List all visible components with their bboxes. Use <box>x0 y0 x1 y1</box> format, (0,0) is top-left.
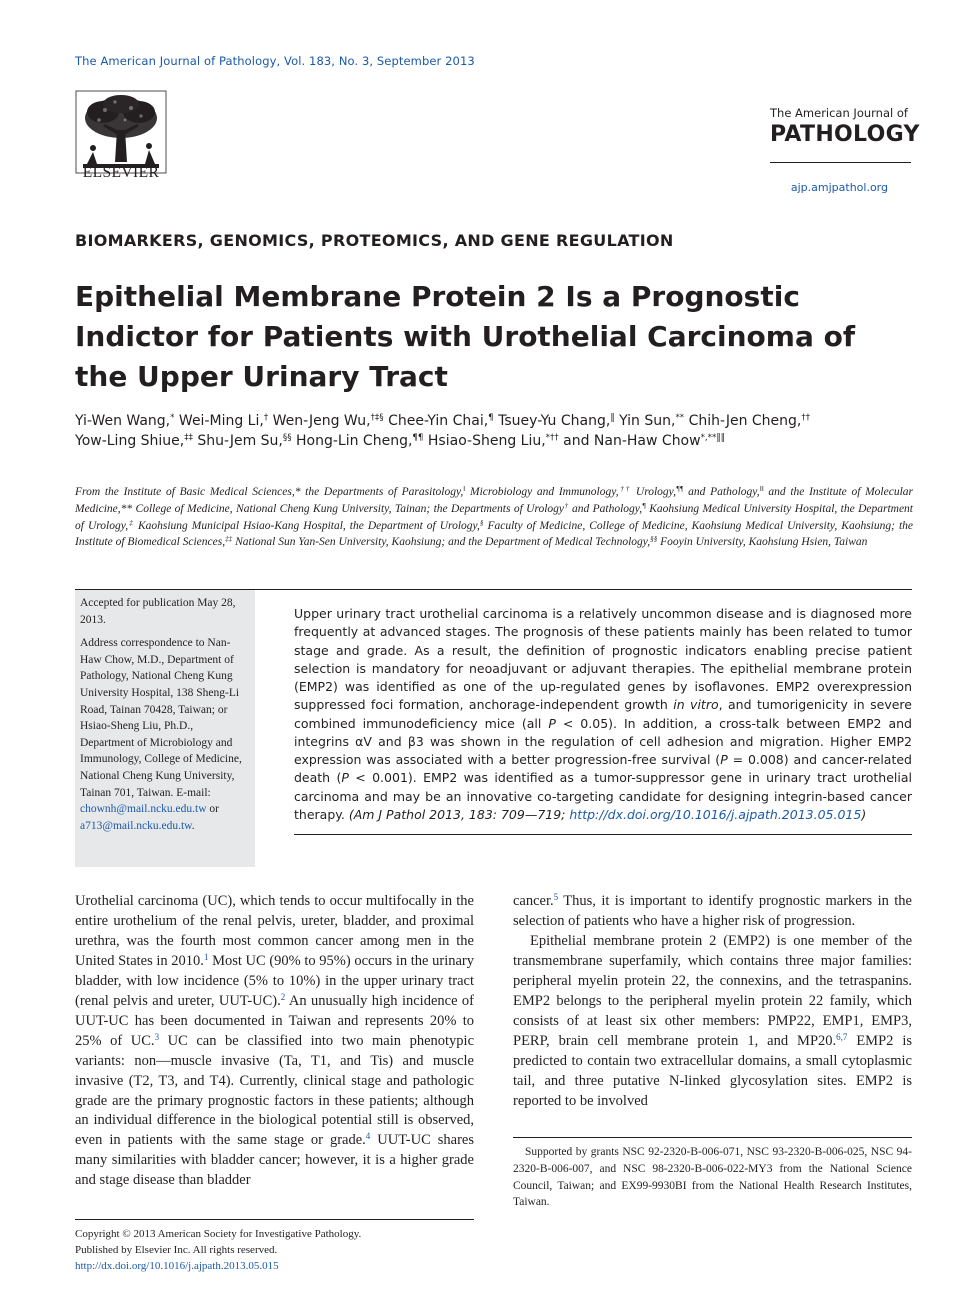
author-list-line-2 <box>75 431 725 451</box>
author-mark: †† <box>801 413 811 424</box>
affiliation-text: National Sun Yan-Sen University, Kaohsiung; and the Department of Medical Technology, <box>232 536 651 549</box>
reference-link[interactable]: 5 <box>553 892 559 903</box>
author-mark: ‖ <box>610 413 615 424</box>
footer-divider <box>75 1219 474 1220</box>
body-paragraph <box>513 932 912 1112</box>
elsevier-wordmark: ELSEVIER <box>82 164 160 181</box>
author-name: Wei-Ming Li, <box>178 413 264 429</box>
body-paragraph <box>513 892 912 932</box>
author-name: and Nan-Haw Chow <box>563 433 701 449</box>
affiliation-text: Urology, <box>631 486 677 498</box>
affiliation-mark: ¶ <box>642 501 646 510</box>
author-name: Shu-Jem Su, <box>197 433 283 449</box>
affiliation-text: From the Institute of Basic Medical Sciences,* the Departments of Parasitology, <box>75 486 464 498</box>
masthead-title: PATHOLOGY <box>770 122 920 147</box>
email-end: . <box>191 819 195 832</box>
author-name: Hong-Lin Cheng, <box>296 433 413 449</box>
author-mark: *†† <box>545 433 559 444</box>
author-name: Chih-Jen Cheng, <box>688 413 802 429</box>
p-symbol: P <box>341 770 349 786</box>
author-mark: *,**‖‖ <box>700 433 726 444</box>
affiliation-mark: §§ <box>650 535 658 544</box>
abstract-text: Upper urinary tract urothelial carcinoma is a relatively uncommon disease and is diagnosed more frequently at advanced stages. The prognosis of these patients mainly has been related to tumor stage and grade. As a result, the definition of prognostic indicators enabling precise patient selection is mandatory for neoadjuvant or adjuvant therapies. The epithelial membrane protein (EMP2) was identified as one of the up-regulated genes by isoflavones. EMP2 overexpression suppressed foci formation, anchorage-independent growth <box>294 606 912 713</box>
affiliation-text: Kaohsiung Municipal Hsiao-Kang Hospital, the Department of Urology, <box>133 519 480 532</box>
journal-masthead <box>770 106 920 147</box>
affiliation-text: and Pathology, <box>683 486 760 498</box>
copyright-footer <box>75 1226 361 1274</box>
reference-link[interactable]: 3 <box>154 1031 160 1042</box>
author-mark: §§ <box>282 433 292 444</box>
affiliation-mark: ‡ <box>128 518 134 527</box>
abstract-text: < 0.001). EMP2 was identified as a tumor-suppressor gene in urinary tract urothelial carcinoma and may be an innovative co-targeting candidate for designing integrin-based cancer therapy. <box>294 770 912 822</box>
affiliation-text: and Pathology, <box>568 502 643 515</box>
author-mark: ** <box>675 413 685 424</box>
body-text: Most UC (90% to 95%) occurs in the urinary bladder, with low incidence (5% to 10%) in the upper urinary tract (renal pelvis and ureter, UUT-UC). <box>75 952 474 1009</box>
section-label: BIOMARKERS, GENOMICS, PROTEOMICS, AND GENE REGULATION <box>75 231 674 250</box>
abstract-citation: (Am J Pathol 2013, 183: 709—719; <box>348 806 570 822</box>
affiliation-mark: †† <box>618 485 632 494</box>
footer-doi-link[interactable]: http://dx.doi.org/10.1016/j.ajpath.2013.05.015 <box>75 1260 279 1272</box>
affiliation-text: Kaohsiung Medical University Hospital, the Department of Urology, <box>75 502 914 532</box>
body-text: Thus, it is important to identify prognostic markers in the selection of patients who have a higher risk of progression. <box>513 893 912 929</box>
author-mark: * <box>170 413 175 424</box>
reference-link[interactable]: 4 <box>365 1131 371 1142</box>
correspondence-sidebar <box>75 590 255 867</box>
reference-link[interactable]: 2 <box>280 991 286 1002</box>
copyright-line: Copyright © 2013 American Society for Investigative Pathology. <box>75 1228 362 1240</box>
abstract-divider <box>294 834 912 835</box>
reference-link[interactable]: 6,7 <box>836 1031 848 1042</box>
abstract-doi-link[interactable]: http://dx.doi.org/10.1016/j.ajpath.2013.05.015 <box>569 806 862 822</box>
author-name: Tsuey-Yu Chang, <box>498 413 611 429</box>
affiliation-mark: † <box>564 501 569 510</box>
affiliation-mark: ¶¶ <box>676 485 684 494</box>
author-name: Yi-Wen Wang, <box>75 413 171 429</box>
author-mark: †‡§ <box>370 413 384 424</box>
email-label: E-mail: <box>176 786 211 799</box>
affiliation-mark: § <box>479 518 484 527</box>
author-name: Yin Sun, <box>619 413 676 429</box>
body-text: UUT-UC shares many similarities with bladder cancer; however, it is a higher grade and stage disease than bladder <box>75 1132 474 1189</box>
journal-citation: The American Journal of Pathology, Vol. 183, No. 3, September 2013 <box>75 54 475 68</box>
p-symbol: P <box>548 715 556 731</box>
author-name: Chee-Yin Chai, <box>388 413 489 429</box>
abstract-text: , and tumorigenicity in severe combined immunodeficiency mice (all <box>294 697 912 731</box>
abstract <box>294 605 912 824</box>
body-column-left <box>75 892 474 1191</box>
reference-link[interactable]: 1 <box>203 951 209 962</box>
accepted-date: Accepted for publication May 28, 2013. <box>80 597 236 626</box>
email-link-chow[interactable]: chownh@mail.ncku.edu.tw <box>80 803 207 816</box>
body-text: EMP2 is predicted to contain two extracellular domains, a small cytoplasmic tail, and three putative N-linked glycosylation sites. EMP2 is reported to be involved <box>513 1032 912 1109</box>
affiliation-text: Fooyin University, Kaohsiung Hsien, Taiwan <box>657 536 868 549</box>
body-text: Epithelial membrane protein 2 (EMP2) is one member of the transmembrane superfamily, which contains three major families: peripheral myelin protein 22, the connexins, and the tetraspanins. EMP2 belongs to the peripheral myelin protein 22 family, which consists of at least six other members: PMP22, EMP1, EMP3, PERP, brain cell membrane protein 1, and MP20. <box>513 932 912 1049</box>
abstract-text: = 0.008) and cancer-related death ( <box>294 752 912 786</box>
abstract-italic: in vitro <box>673 697 719 713</box>
author-name: Wen-Jeng Wu, <box>272 413 371 429</box>
correspondence-address <box>80 635 250 834</box>
abstract-citation-close: ) <box>861 806 867 822</box>
publisher-line: Published by Elsevier Inc. All rights reserved. <box>75 1244 278 1256</box>
author-name: Hsiao-Sheng Liu, <box>427 433 546 449</box>
affiliation-text: and the Institute of Molecular Medicine,** College of Medicine, National Cheng Kung University, Tainan; the Departments of Urology <box>75 486 914 515</box>
author-name: Yow-Ling Shiue, <box>75 433 185 449</box>
email-separator: or <box>206 803 219 816</box>
affiliations <box>75 484 913 551</box>
body-text: cancer. <box>513 893 554 909</box>
masthead-divider <box>770 162 911 163</box>
masthead-subtitle: The American Journal of <box>770 106 908 120</box>
address-text: Address correspondence to Nan-Haw Chow, M.D., Department of Pathology, National Cheng Kung University Hospital, 138 Sheng-Li Road, Tainan 70428, Taiwan; or Hsiao-Sheng Liu, Ph.D., Department of Microbiology and Immunology, College of Medicine, National Cheng Kung University, Tainan 701, Taiwan. <box>80 637 242 799</box>
body-text: UC can be classified into two main phenotypic variants: non—muscle invasive (Ta, T1, and Tis) and muscle invasive (T2, T3, and T4). Currently, clinical stage and pathologic grade are the primary prognostic factors in these patients; although an individual difference in the biological potential still is observed, even in patients with the same stage or grade. <box>75 1032 474 1149</box>
body-column-right <box>513 892 912 1111</box>
affiliation-mark: ‖ <box>463 485 466 494</box>
affiliation-mark: ‡‡ <box>225 535 233 544</box>
affiliation-text: Faculty of Medicine, College of Medicine, Kaohsiung Medical University, Kaohsiung; the Institute of Biomedical Sciences, <box>75 519 914 549</box>
author-mark: ¶¶ <box>412 433 424 444</box>
affiliation-mark: ‖‖ <box>759 485 764 494</box>
affiliation-text: Microbiology and Immunology, <box>465 486 619 498</box>
email-link-liu[interactable]: a713@mail.ncku.edu.tw <box>80 819 192 832</box>
abstract-text: < 0.05). In addition, a cross-talk between EMP2 and integrins αV and β3 was shown in the regulation of cell adhesion and migration. Higher EMP2 expression was associated with a better progression-free survival ( <box>294 715 912 767</box>
author-mark: ¶ <box>488 413 494 424</box>
journal-url-link[interactable]: ajp.amjpathol.org <box>790 181 888 194</box>
body-text: An unusually high incidence of UUT-UC has been documented in Taiwan and represents 20% to 25% of UC. <box>75 992 474 1049</box>
body-text: Urothelial carcinoma (UC), which tends to occur multifocally in the entire urothelium of the renal pelvis, ureter, bladder, and proximal urethra, was the fourth most common cancer among men in the United States in 2010. <box>75 893 474 969</box>
author-mark: † <box>263 413 269 424</box>
article-title: Epithelial Membrane Protein 2 Is a Prognostic Indictor for Patients with Urothelial Carcinoma of the Upper Urinary Tract <box>75 280 856 393</box>
funding-divider <box>513 1137 912 1138</box>
p-symbol: P <box>720 752 728 767</box>
funding-note: Supported by grants NSC 92-2320-B-006-071, NSC 93-2320-B-006-025, NSC 94-2320-B-006-007, and NSC 98-2320-B-006-022-MY3 from the National Science Council, Taiwan; and EX99-9930BI from the National Health Research Institutes, Taiwan. <box>513 1146 912 1209</box>
author-mark: ‡‡ <box>184 433 193 444</box>
author-list-line-1 <box>75 411 810 431</box>
